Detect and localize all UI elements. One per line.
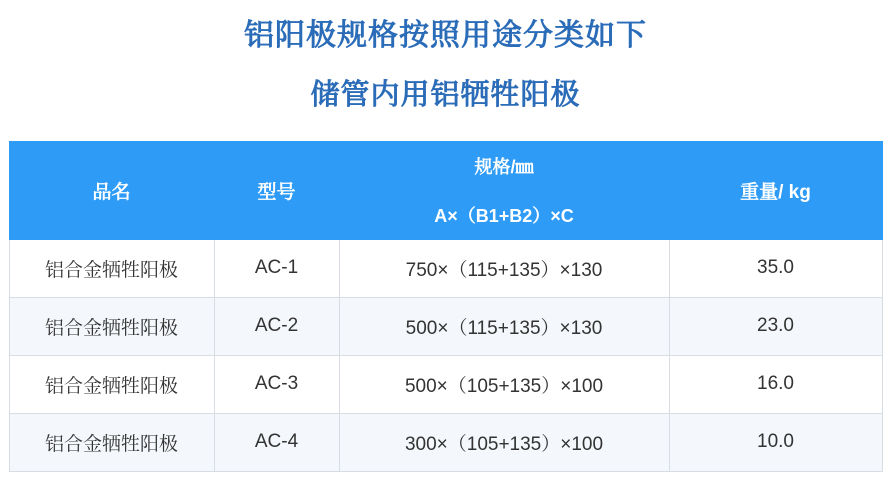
table-row: [9, 297, 882, 355]
cell-spec: 500×（105+135）×100: [339, 355, 669, 413]
specification-table: [9, 141, 883, 472]
cell-product-name: 铝合金牺牲阳极: [9, 413, 214, 471]
column-header-model: 型号: [214, 141, 339, 239]
table-row: [9, 413, 882, 471]
column-header-spec-formula: A×（B1+B2）×C: [339, 190, 669, 239]
cell-model: AC-3: [214, 355, 339, 413]
cell-weight: 10.0: [669, 413, 882, 471]
cell-weight: 16.0: [669, 355, 882, 413]
column-header-spec-group: 规格/㎜: [339, 141, 669, 190]
table-header: [9, 141, 882, 239]
cell-model: AC-1: [214, 239, 339, 297]
table-row: [9, 355, 882, 413]
cell-product-name: 铝合金牺牲阳极: [9, 355, 214, 413]
cell-model: AC-4: [214, 413, 339, 471]
cell-weight: 23.0: [669, 297, 882, 355]
cell-spec: 500×（115+135）×130: [339, 297, 669, 355]
table-body: [9, 239, 882, 471]
cell-spec: 300×（105+135）×100: [339, 413, 669, 471]
table-row: [9, 239, 882, 297]
table-header-row-1: [9, 141, 882, 190]
cell-product-name: 铝合金牺牲阳极: [9, 239, 214, 297]
column-header-product-name: 品名: [9, 141, 214, 239]
page-subtitle: 储管内用铝牺牲阳极: [310, 79, 581, 111]
cell-model: AC-2: [214, 297, 339, 355]
column-header-weight: 重量/ kg: [669, 141, 882, 239]
cell-product-name: 铝合金牺牲阳极: [9, 297, 214, 355]
cell-weight: 35.0: [669, 239, 882, 297]
page-title: 铝阳极规格按照用途分类如下: [244, 19, 647, 52]
cell-spec: 750×（115+135）×130: [339, 239, 669, 297]
